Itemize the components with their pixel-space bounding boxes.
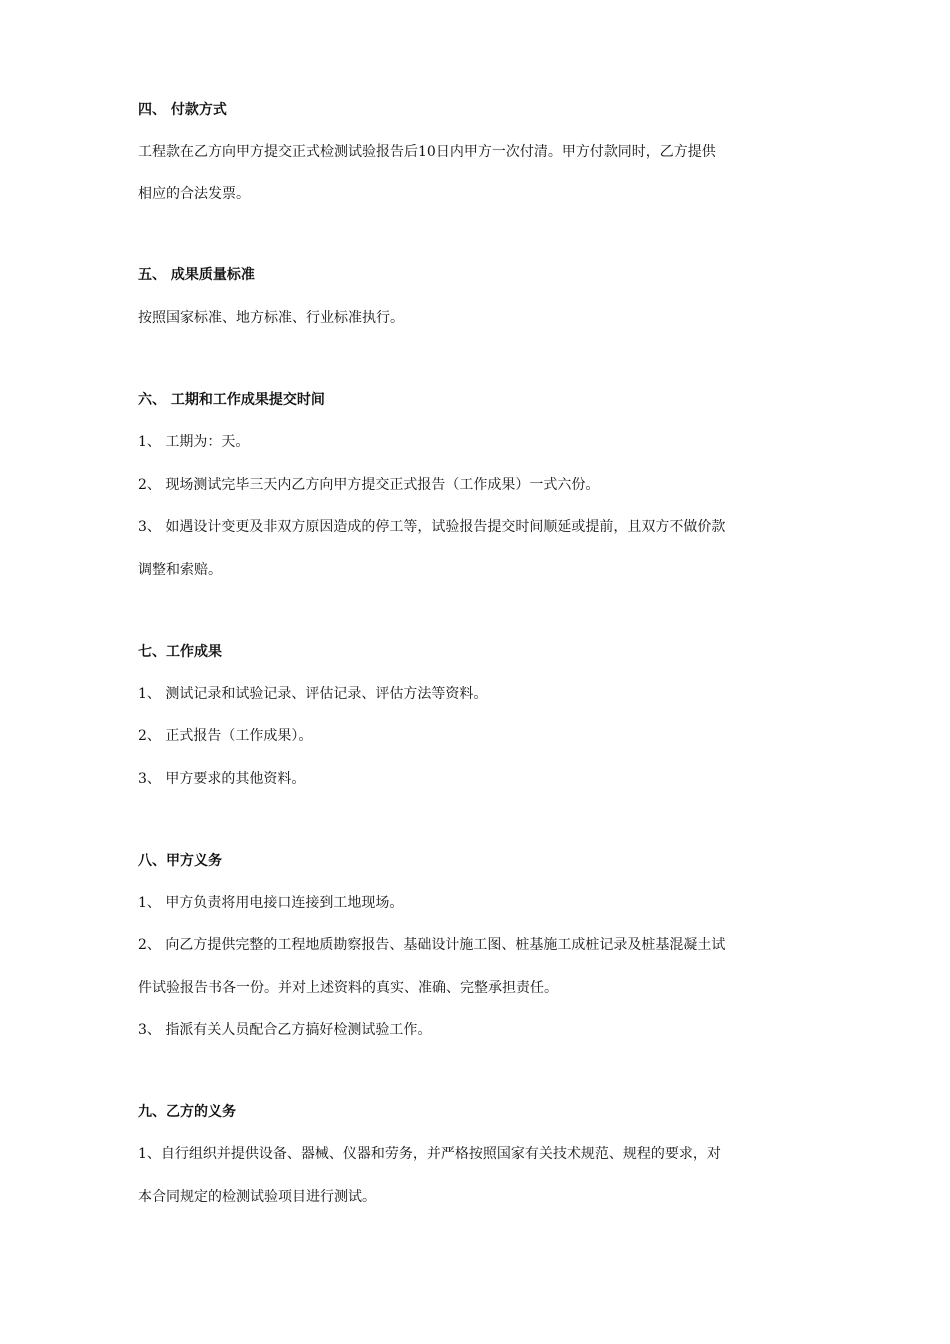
section-8-heading: 八、甲方义务 <box>138 853 222 869</box>
section-6-line-2: 2、 现场测试完毕三天内乙方向甲方提交正式报告（工作成果）一式六份。 <box>138 477 600 493</box>
section-8-line-2: 2、 向乙方提供完整的工程地质勘察报告、基础设计施工图、桩基施工成桩记录及桩基混凝土试 <box>138 937 726 953</box>
section-9-heading: 九、乙方的义务 <box>138 1104 236 1120</box>
section-7-line-3: 3、 甲方要求的其他资料。 <box>138 771 306 787</box>
section-6-line-1: 1、 工期为：天。 <box>138 434 250 450</box>
section-7-line-1: 1、 测试记录和试验记录、评估记录、评估方法等资料。 <box>138 686 488 702</box>
section-9-line-2: 本合同规定的检测试验项目进行测试。 <box>138 1189 376 1205</box>
section-8-line-4: 3、 指派有关人员配合乙方搞好检测试验工作。 <box>138 1022 432 1038</box>
section-7-line-2: 2、 正式报告（工作成果）。 <box>138 728 313 744</box>
section-5-heading: 五、 成果质量标准 <box>138 267 255 283</box>
section-4-line-1: 工程款在乙方向甲方提交正式检测试验报告后10日内甲方一次付清。甲方付款同时，乙方提供 <box>138 144 716 160</box>
section-4-heading: 四、 付款方式 <box>138 102 227 118</box>
section-8-line-1: 1、 甲方负责将用电接口连接到工地现场。 <box>138 895 404 911</box>
section-6-heading: 六、 工期和工作成果提交时间 <box>138 392 325 408</box>
section-8-line-3: 件试验报告书各一份。并对上述资料的真实、准确、完整承担责任。 <box>138 980 558 996</box>
section-6-line-4: 调整和索赔。 <box>138 562 222 578</box>
section-4-line-2: 相应的合法发票。 <box>138 186 250 202</box>
section-7-heading: 七、工作成果 <box>138 644 222 660</box>
section-5-line-1: 按照国家标准、地方标准、行业标准执行。 <box>138 310 404 326</box>
section-6-line-3: 3、 如遇设计变更及非双方原因造成的停工等，试验报告提交时间顺延或提前，且双方不做价款 <box>138 519 726 535</box>
section-9-line-1: 1、自行组织并提供设备、器械、仪器和劳务，并严格按照国家有关技术规范、规程的要求，对 <box>138 1146 721 1162</box>
